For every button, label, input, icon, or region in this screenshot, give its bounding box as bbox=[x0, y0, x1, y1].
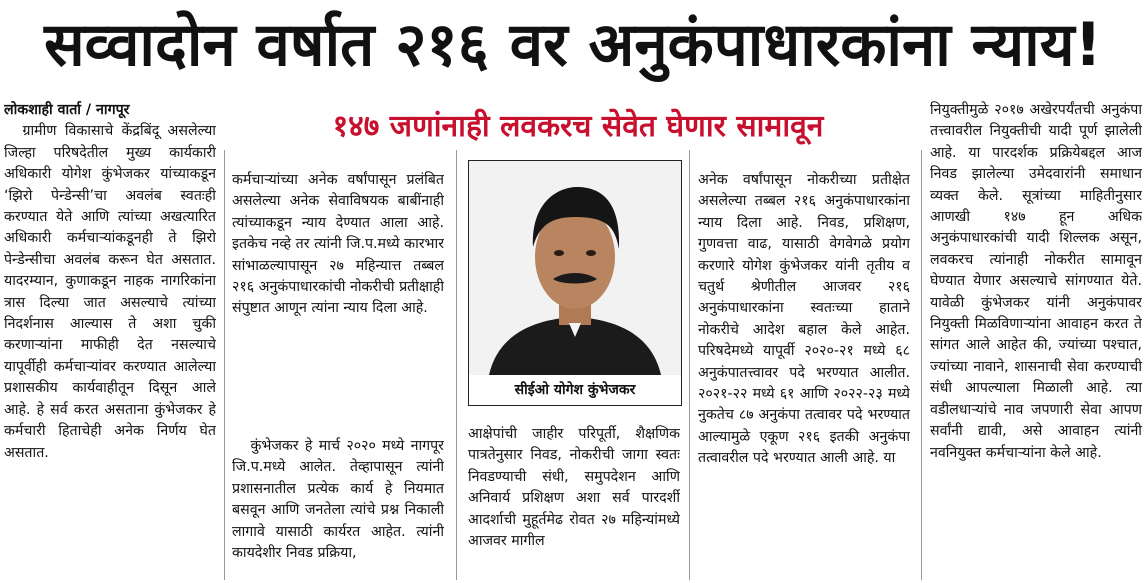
photo-caption: सीईओ योगेश कुंभेजकर bbox=[469, 375, 681, 405]
column-5-text: नियुक्तीमुळे २०१७ अखेरपर्यंतची अनुकंपा तत्त्वावरील नियुक्तीची यादी पूर्ण झालेली आहे. या पारदर्शक प्रक्रियेबद्दल आज निवड झालेल्या उमेदवारांनी समाधान व्यक्त केले. सूत्रांच्या माहितीनुसार आणखी १४७ हून अधिक अनुकंपाधारकांची यादी शिल्लक असून, लवकरच त्यांनाही नोकरीत सामावून घेण्यात येणार असल्याचे सांगण्यात येते. यावेळी कुंभेजकर यांनी अनुकंपावर नियुक्ती मिळविणाऱ्यांना आवाहन करत ते सांगत आले आहेत की, ज्यांच्या पश्चात, ज्यांच्या नावाने, शासनाची सेवा करण्याची संधी आपल्याला मिळाली आहे. त्या वडीलधाऱ्यांचे नाव जपणारी सेवा आपण सर्वांनी द्यावी, असे आवाहन त्यांनी नवनियुक्त कर्मचाऱ्यांना केले आहे. bbox=[930, 102, 1142, 461]
column-divider bbox=[921, 150, 922, 580]
column-2-text-b: कुंभेजकर हे मार्च २०२० मध्ये नागपूर जि.प.मध्ये आलेत. तेव्हापासून त्यांनी प्रशासनातील प्रत्येक कार्य हे नियमात बसवून आणि जनतेला त्यांचे प्रश्न निकाली लागावे यासाठी कार्यरत आहेत. त्यांनी कायदेशीर निवड प्रक्रिया, bbox=[232, 438, 444, 562]
article-column-3 bbox=[468, 424, 680, 580]
column-4-text: अनेक वर्षांपासून नोकरीच्या प्रतीक्षेत असलेल्या तब्बल २१६ अनुकंपाधारकांना न्याय दिला आहे. निवड, प्रशिक्षण, गुणवत्ता वाढ, यासाठी वेगवेगळे प्रयोग करणारे योगेश कुंभेजकर यांनी तृतीय व चतुर्थ श्रेणीतील आजवर २१६ अनुकंपाधारकांना स्वतःच्या हाताने नोकरीचे आदेश बहाल केले आहेत. परिषदेमध्ये यापूर्वी २०२०-२१ मध्ये ६८ अनुकंपातत्त्वावर पदे भरण्यात आलीत. २०२१-२२ मध्ये ६१ आणि २०२२-२३ मध्ये नुकतेच ८७ अनुकंपा तत्वावर पदे भरण्यात आल्यामुळे एकूण २१६ इतकी अनुकंपा तत्वावरील पदे भरण्यात आली आहे. या bbox=[698, 172, 910, 467]
column-1-text: ग्रामीण विकासाचे केंद्रबिंदू असलेल्या जिल्हा परिषदेतील मुख्य कार्यकारी अधिकारी योगेश कुंभेजकर यांच्याकडून ‘झिरो पेन्डेन्सी’चा अवलंब स्वतःही करण्यात येते आणि त्यांच्या अखत्यारित अधिकारी कर्मचाऱ्यांकडूनही ते झिरो पेन्डेन्सीचा अवलंब करून घेत असतात. यादरम्यान, कुणाकडून नाहक नागरिकांना त्रास दिल्या जात असल्याचे त्यांच्या निदर्शनास आल्यास ते अशा चुकी करणाऱ्यांना माफीही देत नसल्याचे यापूर्वीही कर्मचाऱ्यांवर करण्यात आलेल्या प्रशासकीय कार्यवाहीतून दिसून आले आहे. हे सर्व करत असताना कुंभेजकर हे कर्मचारी हिताचेही अनेक निर्णय घेत असतात. bbox=[4, 123, 216, 461]
subheadline: १४७ जणांनाही लवकरच सेवेत घेणार सामावून bbox=[332, 109, 824, 144]
article-column-5 bbox=[930, 100, 1142, 580]
column-3-text: आक्षेपांची जाहीर परिपूर्ती, शैक्षणिक पात्रतेनुसार निवड, नोकरीची जागा स्वतः निवडण्याची संधी, समुपदेशन आणि अनिवार्य प्रशिक्षण अशा सर्व पारदर्शी आदर्शाची मुहूर्तमेढ रोवत २७ महिन्यांमध्ये आजवर मागील bbox=[468, 426, 680, 550]
byline: लोकशाही वार्ता / नागपूर bbox=[4, 102, 130, 118]
article-column-4 bbox=[698, 170, 910, 580]
portrait-photo bbox=[468, 160, 682, 406]
article-column-2 bbox=[232, 170, 444, 410]
column-2-text-a: कर्मचाऱ्यांच्या अनेक वर्षांपासून प्रलंबित असलेल्या अनेक सेवाविषयक बाबींनाही त्यांच्याकडून न्याय देण्यात आला आहे. इतकेच नव्हे तर त्यांनी जि.प.मध्ये कारभार सांभाळल्यापासून २७ महिन्यात्त तब्बल २१६ अनुकंपाधारकांची नोकरीची प्रतीक्षाही संपुष्टात आणून त्यांना न्याय दिला आहे. bbox=[232, 172, 444, 317]
column-divider bbox=[456, 150, 457, 580]
article-column-1 bbox=[4, 100, 216, 580]
column-divider bbox=[224, 150, 225, 580]
column-divider bbox=[689, 150, 690, 580]
portrait-photo-icon bbox=[469, 161, 681, 375]
headline: सव्वादोन वर्षात २१६ वर अनुकंपाधारकांना न्याय! bbox=[44, 10, 1102, 80]
article-column-2b bbox=[232, 436, 444, 580]
